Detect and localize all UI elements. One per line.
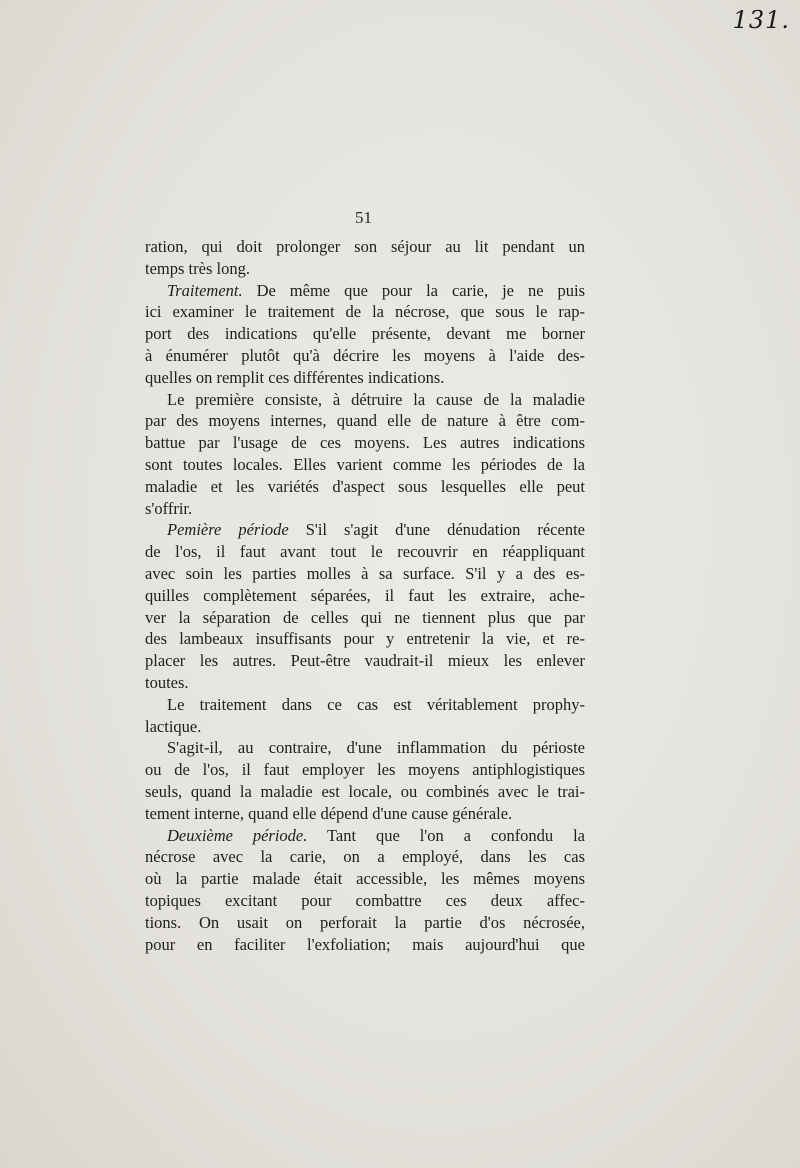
section-heading: Traitement. xyxy=(167,280,243,300)
text-line: battue par l'usage de ces moyens. Les autres indications xyxy=(145,433,585,453)
text-line-rest: S'il s'agit d'une dénudation récente xyxy=(288,520,585,540)
text-line xyxy=(145,280,585,302)
text-line: où la partie malade était accessible, les mêmes moyens xyxy=(145,869,585,889)
page-number: 51 xyxy=(355,208,372,227)
text-line: par des moyens internes, quand elle de nature à être com- xyxy=(145,411,585,431)
text-line: seuls, quand la maladie est locale, ou combinés avec le trai- xyxy=(145,781,585,801)
text-line: avec soin les parties molles à sa surface. S'il y a des es- xyxy=(145,563,585,583)
text-line: nécrose avec la carie, on a employé, dans les cas xyxy=(145,847,585,867)
text-line: ici examiner le traitement de la nécrose, que sous le rap- xyxy=(145,302,585,322)
text-line: port des indications qu'elle présente, devant me borner xyxy=(145,324,585,344)
text-line: maladie et les variétés d'aspect sous lesquelles elle peut xyxy=(145,476,585,496)
text-line: temps très long. xyxy=(145,258,250,278)
text-line: Le première consiste, à détruire la cause de la maladie xyxy=(167,389,585,409)
text-line: pour en faciliter l'exfoliation; mais aujourd'hui que xyxy=(145,934,585,954)
text-line: S'agit-il, au contraire, d'une inflammation du périoste xyxy=(167,738,585,758)
section-heading: Pemière période xyxy=(167,520,289,540)
text-line: à énumérer plutôt qu'à décrire les moyens à l'aide des- xyxy=(145,345,585,365)
text-line: lactique. xyxy=(145,716,202,736)
text-line: quilles complètement séparées, il faut les extraire, ache- xyxy=(145,585,585,605)
body-text xyxy=(145,236,585,955)
text-line: sont toutes locales. Elles varient comme les périodes de la xyxy=(145,454,585,474)
text-line xyxy=(145,519,585,541)
text-line: s'offrir. xyxy=(145,498,193,518)
text-line: ration, qui doit prolonger son séjour au lit pendant un xyxy=(145,237,585,256)
text-line: topiques excitant pour combattre ces deux affec- xyxy=(145,890,585,910)
text-line: toutes. xyxy=(145,672,189,692)
section-heading: Deuxième période. xyxy=(167,825,308,845)
text-line-rest: De même que pour la carie, je ne puis xyxy=(242,280,585,300)
text-line xyxy=(145,825,585,847)
text-line: de l'os, il faut avant tout le recouvrir en réappliquant xyxy=(145,542,585,562)
text-line-rest: Tant que l'on a confondu la xyxy=(307,825,585,845)
text-line: ver la séparation de celles qui ne tiennent plus que par xyxy=(145,607,585,627)
text-line: Le traitement dans ce cas est véritablement prophy- xyxy=(167,694,585,714)
text-line: ou de l'os, il faut employer les moyens antiphlogistiques xyxy=(145,760,585,780)
text-line: quelles on remplit ces différentes indications. xyxy=(145,367,445,387)
text-line: des lambeaux insuffisants pour y entretenir la vie, et re- xyxy=(145,629,585,649)
text-line: tement interne, quand elle dépend d'une cause générale. xyxy=(145,803,513,823)
text-line: placer les autres. Peut-être vaudrait-il mieux les enlever xyxy=(145,651,585,671)
text-line: tions. On usait on perforait la partie d'os nécrosée, xyxy=(145,912,585,932)
folio-number: 131. xyxy=(732,6,790,34)
